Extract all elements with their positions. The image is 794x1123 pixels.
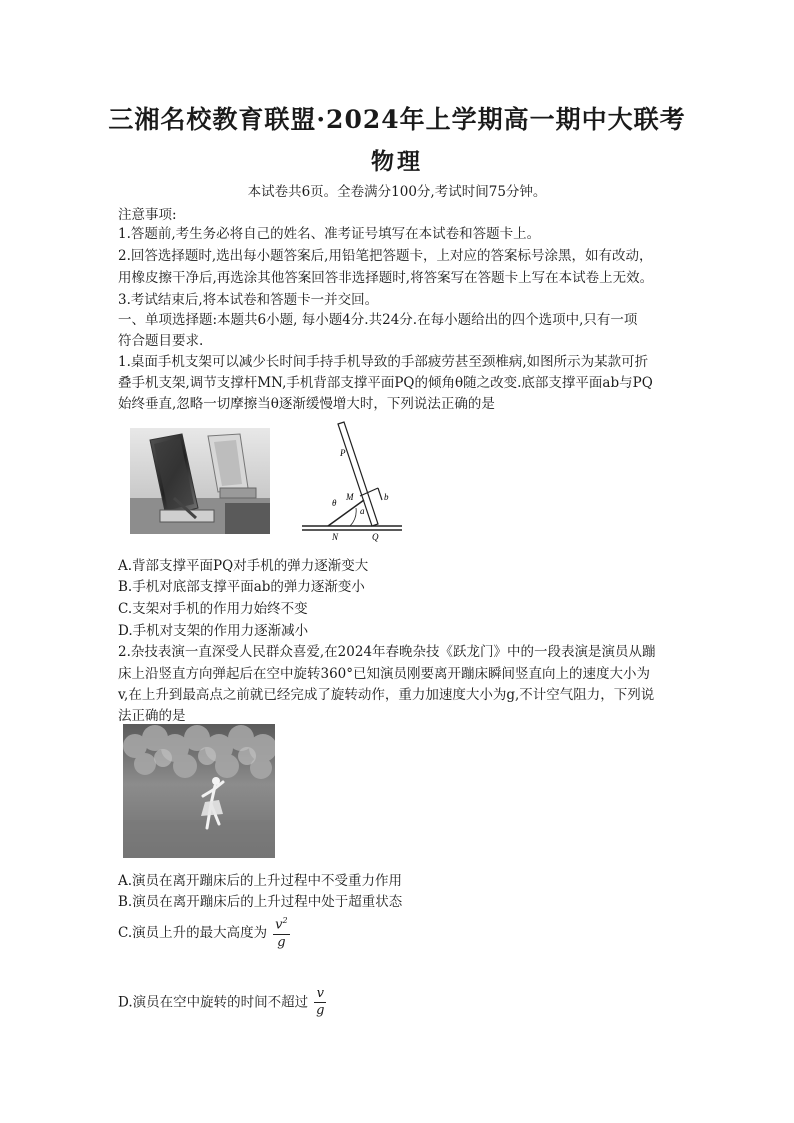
q1-stem-line: 1.桌面手机支架可以减少长时间手持手机导致的手部疲劳甚至颈椎病,如图所示为某款可折: [118, 354, 649, 370]
formula-d-den: g: [316, 1003, 325, 1019]
formula-d: [314, 986, 326, 1020]
label-N: N: [332, 532, 339, 542]
label-P: P: [340, 448, 346, 458]
label-theta: θ: [332, 498, 337, 508]
exam-title: 三湘名校教育联盟·2024年上学期高一期中大联考: [108, 105, 686, 134]
q2-stem-line: 法正确的是: [118, 708, 186, 724]
label-b: b: [384, 492, 389, 502]
phone-stand-photo: [130, 428, 270, 534]
q2-stem-line: 2.杂技表演一直深受人民群众喜爱,在2024年春晚杂技《跃龙门》中的一段表演是演员从蹦: [118, 644, 656, 660]
label-M: M: [346, 492, 354, 502]
formula-c: [273, 916, 289, 951]
q1-option-b: B.手机对底部支撑平面ab的弹力逐渐变小: [118, 579, 365, 595]
q1-option-a: A.背部支撑平面PQ对手机的弹力逐渐变大: [118, 558, 369, 574]
q2-option-d-text: D.演员在空中旋转的时间不超过: [118, 994, 309, 1011]
phone-stand-diagram: [298, 416, 410, 544]
q2-option-a: A.演员在离开蹦床后的上升过程中不受重力作用: [118, 873, 403, 889]
q2-option-d: [118, 986, 326, 1020]
notice-item: 1.答题前,考生务必将自己的姓名、准考证号填写在本试卷和答题卡上。: [118, 226, 541, 242]
formula-c-num: v: [275, 917, 283, 933]
exam-intro: 本试卷共6页。全卷满分100分,考试时间75分钟。: [247, 184, 547, 200]
q2-stem-line: 床上沿竖直方向弹起后在空中旋转360°已知演员刚要离开蹦床瞬间竖直向上的速度大小为: [118, 666, 651, 682]
formula-c-den: g: [277, 934, 286, 950]
q2-option-b: B.演员在离开蹦床后的上升过程中处于超重状态: [118, 894, 403, 910]
section-heading-cont: 符合题目要求.: [118, 333, 204, 349]
subject-title: 物理: [371, 148, 423, 175]
notice-item: 3.考试结束后,将本试卷和答题卡一并交回。: [118, 292, 379, 308]
q1-option-c: C.支架对手机的作用力始终不变: [118, 601, 308, 617]
label-a: a: [360, 506, 365, 516]
notice-item: 2.回答选择题时,选出每小题答案后,用铅笔把答题卡，上对应的答案标号涂黑，如有改动，: [118, 248, 653, 264]
q1-stem-line: 叠手机支架,调节支撑杆MN,手机背部支撑平面PQ的倾角θ随之改变.底部支撑平面ab与PQ: [118, 375, 653, 391]
q1-option-d: D.手机对支架的作用力逐渐减小: [118, 623, 309, 639]
section-heading: 一、单项选择题:本题共6小题, 每小题4分.共24分.在每小题给出的四个选项中,只有一项: [118, 312, 638, 328]
formula-c-sup: 2: [282, 916, 288, 925]
q1-stem-line: 始终垂直,忽略一切摩擦当θ逐渐缓慢增大时，下列说法正确的是: [118, 396, 495, 412]
q2-stem-line: v,在上升到最高点之前就已经完成了旋转动作，重力加速度大小为g,不计空气阻力，下列说: [118, 687, 655, 703]
notice-item: 用橡皮擦干净后,再选涂其他答案回答非选择题时,将答案写在答题卡上写在本试卷上无效。: [118, 270, 654, 286]
label-Q: Q: [372, 532, 379, 542]
q2-option-c: [118, 916, 290, 951]
q2-option-c-text: C.演员上升的最大高度为: [118, 924, 268, 941]
notice-heading: 注意事项:: [118, 207, 177, 223]
formula-d-num: v: [314, 986, 326, 1003]
acrobat-photo: [123, 724, 275, 858]
